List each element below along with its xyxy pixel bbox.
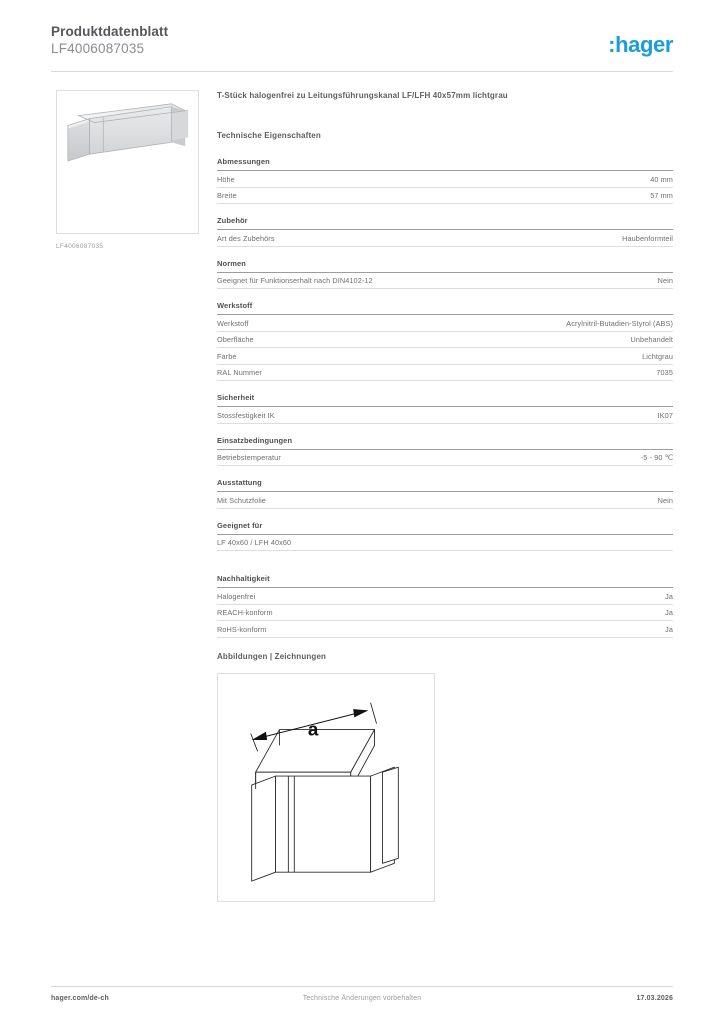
spec-value: 57 mm	[650, 191, 673, 200]
product-reference: LF4006087035	[51, 41, 145, 56]
spec-row	[217, 621, 673, 638]
spec-group-title: Abmessungen	[217, 157, 673, 171]
spec-value: -5 - 90 ℃	[640, 453, 673, 462]
spec-row	[217, 273, 673, 290]
dimension-label-a: a	[307, 717, 319, 739]
spec-label: Geeignet für Funktionserhalt nach DIN4102-12	[217, 276, 373, 285]
spec-group-title: Normen	[217, 259, 673, 273]
spec-group	[217, 521, 673, 552]
spec-row	[217, 332, 673, 349]
spec-group	[217, 574, 673, 638]
spec-row	[217, 450, 673, 467]
spec-label: LF 40x60 / LFH 40x60	[217, 538, 292, 547]
spec-label: Oberfläche	[217, 335, 254, 344]
footer-date: 17.03.2026	[636, 995, 673, 1002]
footer-disclaimer: Technische Änderungen vorbehalten	[302, 995, 422, 1002]
specifications-container	[217, 157, 673, 638]
drawings-heading: Abbildungen | Zeichnungen	[217, 651, 327, 661]
spec-value: Haubenformteil	[622, 233, 673, 243]
spec-value: Ja	[665, 591, 673, 601]
spec-label: Stossfestigkeit IK	[217, 410, 275, 420]
spec-group	[217, 157, 673, 204]
spec-label: Höhe	[217, 174, 235, 184]
spec-row	[217, 230, 673, 247]
spec-group-title: Geeignet für	[217, 521, 673, 535]
spec-value: Nein	[657, 495, 673, 505]
spec-label: Werkstoff	[217, 318, 249, 328]
product-image	[56, 90, 199, 234]
spec-value: Acrylnitril-Butadien-Styrol (ABS)	[566, 318, 673, 328]
spec-value: IK07	[657, 410, 673, 420]
spec-value: Ja	[665, 608, 673, 617]
spec-value: Ja	[665, 624, 673, 634]
footer-divider	[51, 986, 673, 987]
main-content	[217, 90, 673, 902]
spec-label: Mit Schutzfolie	[217, 495, 266, 505]
spec-label: RoHS-konform	[217, 624, 267, 634]
spec-group	[217, 393, 673, 424]
spec-group-title: Werkstoff	[217, 301, 673, 315]
page-header	[51, 24, 673, 72]
technical-properties-heading: Technische Eigenschaften	[217, 131, 321, 140]
spec-value: Unbehandelt	[630, 335, 673, 344]
spec-label: RAL Nummer	[217, 368, 262, 377]
header-divider	[51, 71, 673, 72]
spec-row	[217, 535, 673, 552]
spec-group-title: Einsatzbedingungen	[217, 436, 673, 450]
spec-row	[217, 171, 673, 188]
footer-website[interactable]: hager.com/de-ch	[51, 995, 109, 1002]
spec-group-title: Ausstattung	[217, 478, 673, 492]
spec-value: 7035	[656, 368, 673, 377]
spec-label: Breite	[217, 191, 237, 200]
spec-group	[217, 478, 673, 509]
spec-row	[217, 407, 673, 424]
spec-group	[217, 436, 673, 467]
spec-group-title: Nachhaltigkeit	[217, 574, 673, 588]
page-footer	[51, 995, 673, 1009]
page-title: Produktdatenblatt	[51, 24, 169, 39]
spec-label: Art des Zubehörs	[217, 233, 275, 243]
spec-row	[217, 492, 673, 509]
hager-logo: :hager	[608, 32, 673, 57]
spec-row	[217, 365, 673, 382]
spec-group-title: Sicherheit	[217, 393, 673, 407]
product-photo-t-piece-icon	[57, 91, 198, 233]
spec-value: Nein	[657, 276, 673, 285]
spec-group	[217, 259, 673, 290]
technical-drawing-icon	[218, 674, 434, 901]
spec-group	[217, 301, 673, 381]
spec-label: Halogenfrei	[217, 591, 256, 601]
spec-row	[217, 605, 673, 622]
spec-group	[217, 216, 673, 247]
spec-row	[217, 188, 673, 205]
spec-label: Betriebstemperatur	[217, 453, 281, 462]
spec-row	[217, 588, 673, 605]
spec-label: Farbe	[217, 351, 237, 361]
spec-value: Lichtgrau	[642, 351, 673, 361]
product-description: T-Stück halogenfrei zu Leitungsführungskanal LF/LFH 40x57mm lichtgrau	[217, 91, 508, 100]
spec-value: 40 mm	[650, 174, 673, 184]
product-image-caption: LF4006087035	[56, 243, 104, 250]
spec-label: REACH-konform	[217, 608, 273, 617]
technical-drawing	[217, 673, 435, 902]
spec-row	[217, 348, 673, 365]
spec-group-title: Zubehör	[217, 216, 673, 230]
spec-row	[217, 315, 673, 332]
